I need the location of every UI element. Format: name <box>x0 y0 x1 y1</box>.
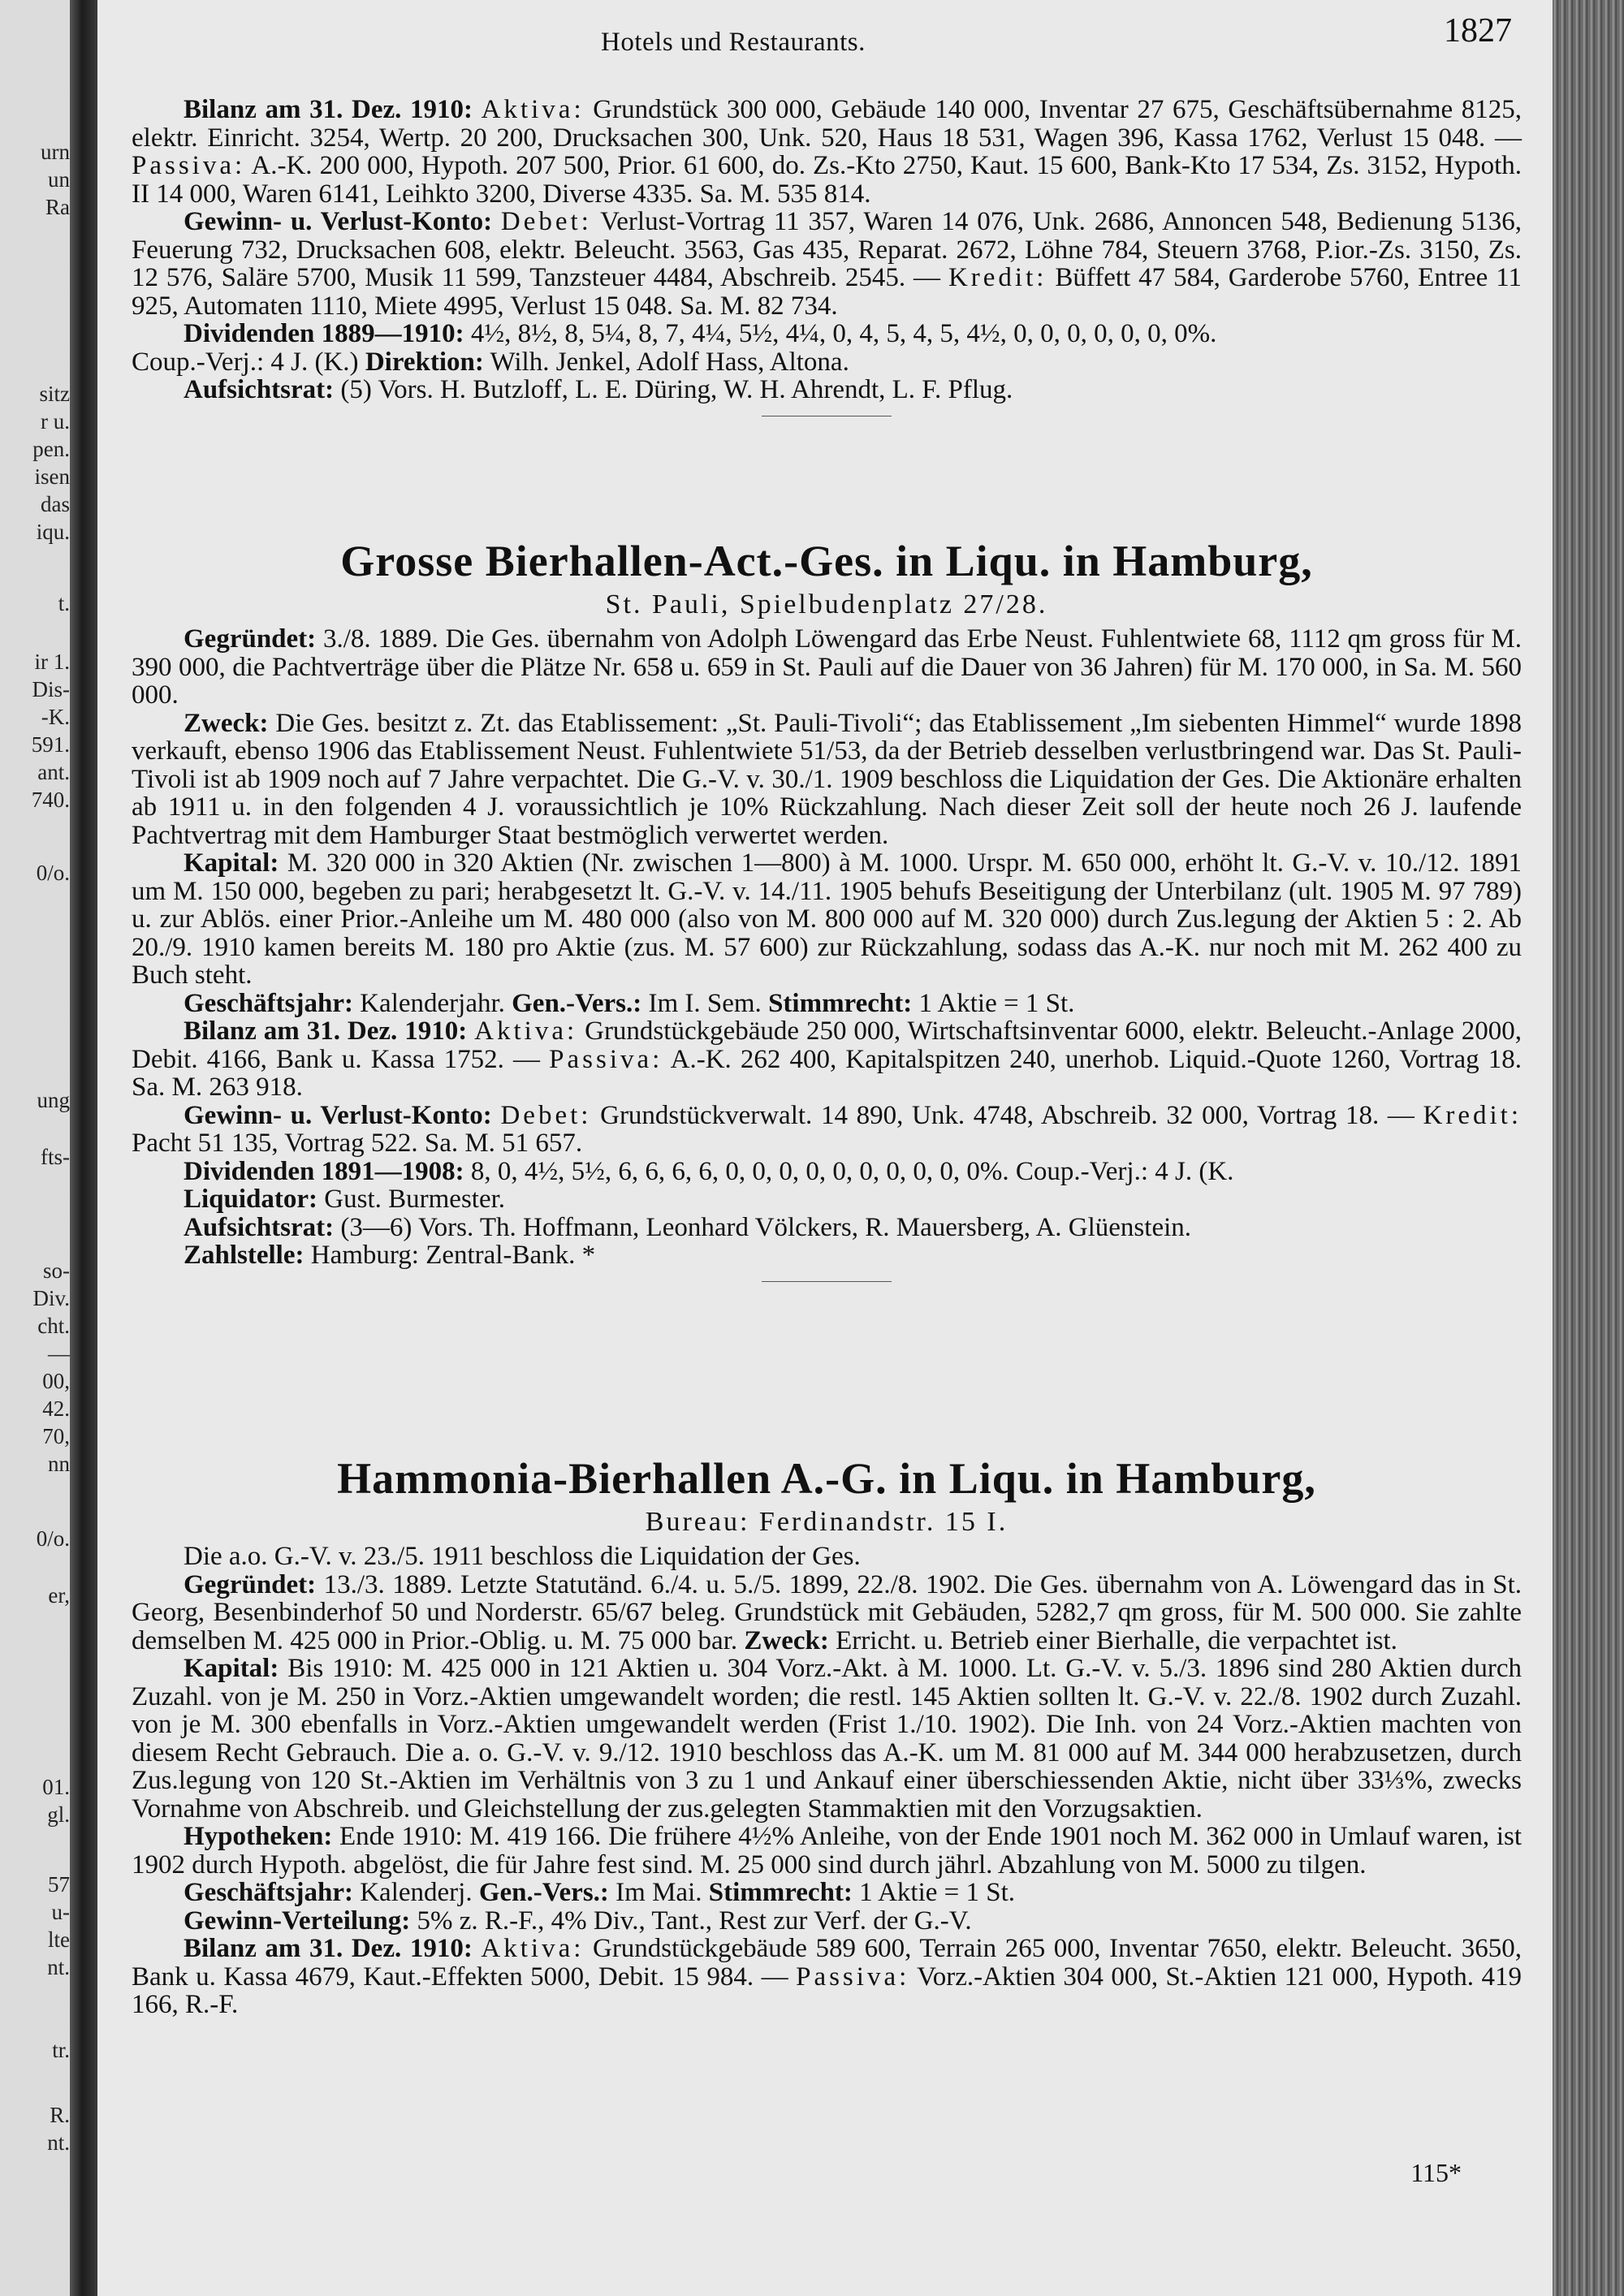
section-hammonia <box>132 1453 1522 2019</box>
adjacent-page-fragment: u- <box>51 1900 70 1924</box>
gewinn-verlust: Gewinn- u. Verlust-Konto: Debet: Grundstückverwalt. 14 890, Unk. 4748, Abschreib. 32 000, Vortrag 18. — Kredit: Pacht 51 135, Vortrag 522. Sa. M. 51 657. <box>132 1100 1522 1158</box>
adjacent-page-fragment: Ra <box>45 195 70 219</box>
zweck: Zweck: Die Ges. besitzt z. Zt. das Etablissement: „St. Pauli-Tivoli“; das Etablissement „Im siebenten Himmel“ wurde 1898 verkauft, ebenso 1906 das Etablissement Neust. Fuhlentwiete 51/53, da der Betrieb desselben verlustbringend war. Das St. Pauli-Tivoli ist ab 1909 noch auf 7 Jahre verpachtet. Die G.-V. v. 30./1. 1909 beschloss die Liquidation der Ges. Die Aktionäre erhalten ab 1911 u. in den folgenden 4 J. voraussichtlich je 10% Rückzahlung. Nach dieser Zeit soll der heute noch 26 J. laufende Pachtvertrag mit dem Hamburger Staat bestmöglich verwertet werden. <box>132 708 1522 850</box>
adjacent-page-sliver <box>0 0 75 2296</box>
company-address: Bureau: Ferdinandstr. 15 I. <box>645 1507 1009 1537</box>
top-section <box>132 96 1522 441</box>
intro: Die a.o. G.-V. v. 23./5. 1911 beschloss die Liquidation der Ges. <box>184 1542 861 1571</box>
page-number: 1827 <box>1444 12 1512 50</box>
liquidator: Liquidator: Gust. Burmester. <box>184 1185 506 1214</box>
adjacent-page-fragment: un <box>48 167 70 192</box>
adjacent-page-fragment: iqu. <box>36 520 70 544</box>
bilanz: Bilanz am 31. Dez. 1910: Aktiva: Grundstückgebäude 250 000, Wirtschaftsinventar 6000, elektr. Beleucht.-Anlage 2000, Debit. 4166, Bank u. Kassa 1752. — Passiva: A.-K. 262 400, Kapitalspitzen 240, unerhob. Liquid.-Quote 1260, Vortrag 18. Sa. M. 263 918. <box>132 1016 1522 1102</box>
adjacent-page-fragment: das <box>41 492 70 516</box>
kapital: Kapital: Bis 1910: M. 425 000 in 121 Aktien u. 304 Vorz.-Akt. à M. 1000. Lt. G.-V. v. 5./3. 1896 sind 280 Aktien durch Zuzahl. von je M. 250 in Vorz.-Aktien umgewandelt worden; die restl. 145 Aktien sollten lt. G.-V. v. 22./8. 1902 durch Zuzahl. von je M. 300 ebenfalls in Vorz.-Aktien umgewandelt werden (Frist 1./10. 1902). Die Inh. von 24 Vorz.-Aktien machten von diesem Recht Gebrauch. Die a. o. G.-V. v. 9./12. 1910 beschloss das A.-K. um M. 81 000 auf M. 344 000 herabzusetzen, durch Zus.legung von 120 St.-Aktien im Verhältnis von 3 zu 1 und Ankauf einer überschiessenden Aktie, nicht über 33⅓%, zwecks Vornahme von Abschreib. und Gleichstellung der zus.gelegten Stammaktien mit den Vorzugsaktien. <box>132 1654 1522 1823</box>
adjacent-page-fragment: pen. <box>32 437 70 461</box>
page <box>97 0 1559 2296</box>
adjacent-page-fragment: 591. <box>31 732 70 757</box>
top-aufsichtsrat: Aufsichtsrat: (5) Vors. H. Butzloff, L. E. Düring, W. H. Ahrendt, L. F. Pflug. <box>184 375 1013 404</box>
top-gewinn-verlust: Gewinn- u. Verlust-Konto: Debet: Verlust-Vortrag 11 357, Waren 14 076, Unk. 2686, Annoncen 548, Bedienung 5136, Feuerung 732, Drucksachen 608, elektr. Beleucht. 3563, Gas 435, Reparat. 2672, Löhne 784, Steuern 3768, P.ior.-Zs. 3150, Zs. 12 576, Saläre 5700, Musik 11 599, Tanzsteuer 4484, Abschreib. 2545. — Kredit: Büffett 47 584, Garderobe 5760, Entree 11 925, Automaten 1110, Miete 4995, Verlust 15 048. Sa. M. 82 734. <box>132 207 1522 321</box>
adjacent-page-fragment: nt. <box>47 1955 70 1979</box>
adjacent-page-fragment: R. <box>50 2103 70 2127</box>
adjacent-page-fragment: 01. <box>42 1775 70 1799</box>
adjacent-page-fragment: r u. <box>41 409 70 434</box>
adjacent-page-fragment: tr. <box>52 2038 70 2062</box>
adjacent-page-fragment: 42. <box>42 1396 70 1421</box>
adjacent-page-fragment: gl. <box>47 1802 70 1827</box>
top-bilanz: Bilanz am 31. Dez. 1910: Aktiva: Grundstück 300 000, Gebäude 140 000, Inventar 27 675, Geschäftsübernahme 8125, elektr. Einricht. 3254, Wertp. 20 200, Drucksachen 300, Unk. 520, Haus 18 531, Wagen 396, Kassa 1762, Verlust 15 048. — Passiva: A.-K. 200 000, Hypoth. 207 500, Prior. 61 600, do. Zs.-Kto 2750, Kaut. 15 600, Bank-Kto 17 534, Zs. 3152, Hypoth. II 14 000, Waren 6141, Leihkto 3200, Diverse 4335. Sa. M. 535 814. <box>132 95 1522 209</box>
dividenden: Dividenden 1891—1908: 8, 0, 4½, 5½, 6, 6, 6, 6, 0, 0, 0, 0, 0, 0, 0, 0, 0, 0%. Coup.-Verj.: 4 J. (K. <box>184 1156 1234 1186</box>
signature-mark: 115* <box>1410 2158 1462 2187</box>
adjacent-page-fragment: t. <box>58 591 70 615</box>
gegruendet: Gegründet: 13./3. 1889. Letzte Statutänd. 6./4. u. 5./5. 1899, 22./8. 1902. Die Ges. übernahm von A. Löwengard das in St. Georg, Besenbinderhof 50 und Norderstr. 65/67 beleg. Grundstück mit Gebäuden, 5282,7 qm gross, für M. 500 000. Sie zahlte demselben M. 425 000 in Prior.-Oblig. u. M. 75 000 bar. Zweck: Erricht. u. Betrieb einer Bierhalle, die verpachtet ist. <box>132 1569 1522 1655</box>
adjacent-page-fragment: 70, <box>42 1424 70 1448</box>
adjacent-page-fragment: lte <box>48 1927 70 1952</box>
adjacent-page-fragment: -K. <box>41 705 70 729</box>
company-address: St. Pauli, Spielbudenplatz 27/28. <box>605 589 1048 619</box>
top-dividenden: Dividenden 1889—1910: 4½, 8½, 8, 5¼, 8, 7, 4¼, 5½, 4¼, 0, 4, 5, 4, 5, 4½, 0, 0, 0, 0, 0, 0, 0%. <box>184 319 1217 348</box>
company-title: Hammonia-Bierhallen A.-G. in Liqu. in Hamburg, <box>337 1454 1316 1503</box>
hypotheken: Hypotheken: Ende 1910: M. 419 166. Die frühere 4½% Anleihe, von der Ende 1901 noch M. 362 000 in Umlauf waren, ist 1902 durch Hypoth. abgelöst, die für Jahre fest sind. M. 25 000 sind durch jährl. Abzahlung von M. 5000 zu tilgen. <box>132 1822 1522 1880</box>
geschaeftsjahr: Geschäftsjahr: Kalenderjahr. Gen.-Vers.: Im I. Sem. Stimmrecht: 1 Aktie = 1 St. <box>184 988 1075 1018</box>
page-edge-stack <box>1553 0 1624 2296</box>
adjacent-page-fragment: fts- <box>41 1145 70 1169</box>
adjacent-page-fragment: Div. <box>32 1286 70 1310</box>
adjacent-page-fragment: nt. <box>47 2130 70 2155</box>
adjacent-page-fragment: sitz <box>39 382 70 406</box>
adjacent-page-fragment: er, <box>48 1583 70 1608</box>
adjacent-page-fragment: ir 1. <box>34 650 70 674</box>
aufsichtsrat: Aufsichtsrat: (3—6) Vors. Th. Hoffmann, Leonhard Völckers, R. Mauersberg, A. Glüenstein. <box>184 1212 1192 1242</box>
adjacent-page-fragment: ant. <box>37 760 70 784</box>
adjacent-page-fragment: Dis- <box>32 677 70 701</box>
gewinn-verteilung: Gewinn-Verteilung: 5% z. R.-F., 4% Div., Tant., Rest zur Verf. der G.-V. <box>184 1905 972 1936</box>
geschaeftsjahr: Geschäftsjahr: Kalenderj. Gen.-Vers.: Im Mai. Stimmrecht: 1 Aktie = 1 St. <box>184 1878 1016 1907</box>
section-grosse-bierhallen <box>132 536 1522 1306</box>
book-gutter <box>70 0 97 2296</box>
kapital: Kapital: M. 320 000 in 320 Aktien (Nr. zwischen 1—800) à M. 1000. Urspr. M. 650 000, erhöht lt. G.-V. v. 10./12. 1891 um M. 150 000, begeben zu pari; herabgesetzt lt. G.-V. v. 14./11. 1905 behufs Beseitigung der Unterbilanz (ult. 1905 M. 97 789) u. zur Ablös. einer Prior.-Anleihe um M. 480 000 (also von M. 800 000 auf M. 320 000) durch Zus.legung der Aktien 5 : 2. Ab 20./9. 1910 kamen bereits M. 180 pro Aktie (zus. M. 57 600) zur Rückzahlung, sodass das A.-K. nur noch mit M. 262 400 zu Buch steht. <box>132 848 1522 990</box>
adjacent-page-fragment: cht. <box>37 1314 70 1338</box>
adjacent-page-fragment: 740. <box>31 788 70 812</box>
running-head: Hotels und Restaurants. <box>601 28 866 57</box>
adjacent-page-fragment: 00, <box>42 1369 70 1393</box>
gegruendet: Gegründet: 3./8. 1889. Die Ges. übernahm von Adolph Löwengard das Erbe Neust. Fuhlentwiete 68, 1112 qm gross für M. 390 000, die Pachtverträge über die Plätze Nr. 658 u. 659 in St. Pauli auf die Dauer von 36 Jahren) für M. 170 000, in Sa. M. 560 000. <box>132 624 1522 710</box>
company-title: Grosse Bierhallen-Act.-Ges. in Liqu. in Hamburg, <box>340 537 1313 585</box>
zahlstelle: Zahlstelle: Hamburg: Zentral-Bank. * <box>184 1241 596 1270</box>
bilanz: Bilanz am 31. Dez. 1910: Aktiva: Grundstückgebäude 589 600, Terrain 265 000, Inventar 7650, elektr. Beleucht. 3650, Bank u. Kassa 4679, Kaut.-Effekten 5000, Debit. 15 984. — Passiva: Vorz.-Aktien 304 000, St.-Aktien 121 000, Hypoth. 419 166, R.-F. <box>132 1934 1522 2019</box>
adjacent-page-fragment: 57 <box>48 1872 70 1897</box>
adjacent-page-fragment: 0/o. <box>36 1526 70 1551</box>
section-divider <box>762 1281 892 1282</box>
adjacent-page-fragment: ung <box>37 1088 70 1112</box>
adjacent-page-fragment: — <box>48 1341 70 1366</box>
adjacent-page-fragment: isen <box>34 464 70 489</box>
adjacent-page-fragment: nn <box>48 1452 70 1476</box>
adjacent-page-fragment: so- <box>43 1258 70 1283</box>
adjacent-page-fragment: urn <box>41 140 70 164</box>
adjacent-page-fragment: 0/o. <box>36 861 70 885</box>
top-coup-direktion: Coup.-Verj.: 4 J. (K.) Direktion: Wilh. Jenkel, Adolf Hass, Altona. <box>132 347 849 377</box>
